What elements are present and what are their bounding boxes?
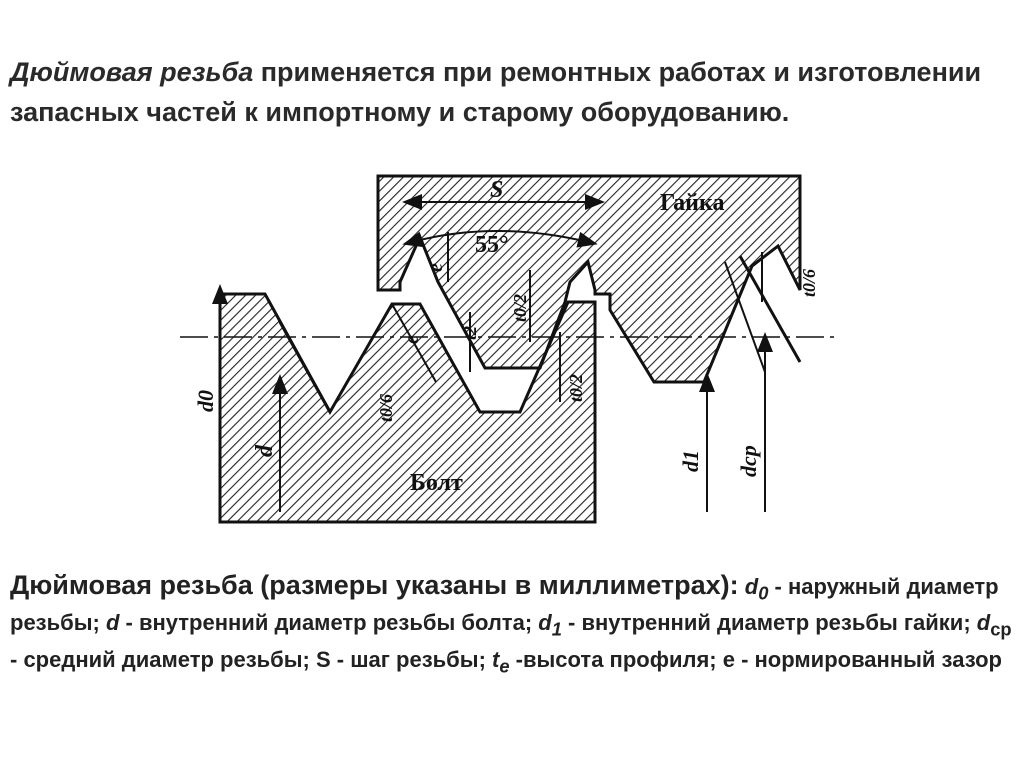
label-t0-2-right: t0/2 [566, 373, 586, 402]
caption-d1-text: - внутренний диаметр резьбы гайки; [561, 610, 977, 636]
caption-te-text: -высота профиля; е - нормированный зазор [509, 646, 1002, 672]
label-t2: t2 [460, 325, 480, 340]
caption-te-symbol: t [492, 646, 500, 672]
caption-d-text: - внутренний диаметр резьбы болта; [119, 610, 539, 636]
caption-d0-text: - наружный диаметр резьбы; [10, 574, 999, 636]
intro-term: Дюймовая резьба [10, 57, 254, 87]
bolt-label: Болт [410, 470, 463, 496]
caption-d0-symbol: d [744, 574, 759, 599]
pitch-label: S [490, 177, 504, 203]
caption-d1-sub: 1 [551, 618, 562, 640]
label-e-top: e [425, 263, 447, 272]
caption-head: Дюймовая резьба (размеры указаны в миллиметрах): [10, 570, 739, 600]
caption-dcp-symbol: d [976, 610, 991, 636]
intro-text: применяется при ремонтных работах и изготовлении запасных частей к импортному и старому оборудованию. [10, 57, 982, 127]
label-d0: d0 [193, 390, 218, 412]
caption-d1-symbol: d [538, 610, 552, 636]
thread-diagram [180, 172, 840, 532]
label-e-mid: e [401, 335, 423, 344]
caption-paragraph [10, 570, 1015, 681]
label-d: d [252, 445, 278, 457]
nut-label: Гайка [660, 190, 725, 216]
label-d1: d1 [678, 450, 703, 472]
label-t0-2-left: t0/2 [510, 293, 530, 322]
label-dcp: dcp [736, 445, 761, 477]
label-t0-6-left: t0/6 [376, 393, 396, 422]
angle-label: 55° [475, 232, 509, 258]
caption-dcp-text: - средний диаметр резьбы; S - шаг резьбы; [10, 646, 493, 672]
caption-te-sub: e [499, 655, 510, 677]
caption-d0-sub: 0 [758, 582, 769, 604]
label-t0-6-right: t0/6 [799, 268, 819, 297]
intro-paragraph [10, 52, 1010, 132]
caption-d-symbol: d [105, 610, 120, 636]
caption-dcp-sub: cp [990, 618, 1012, 640]
